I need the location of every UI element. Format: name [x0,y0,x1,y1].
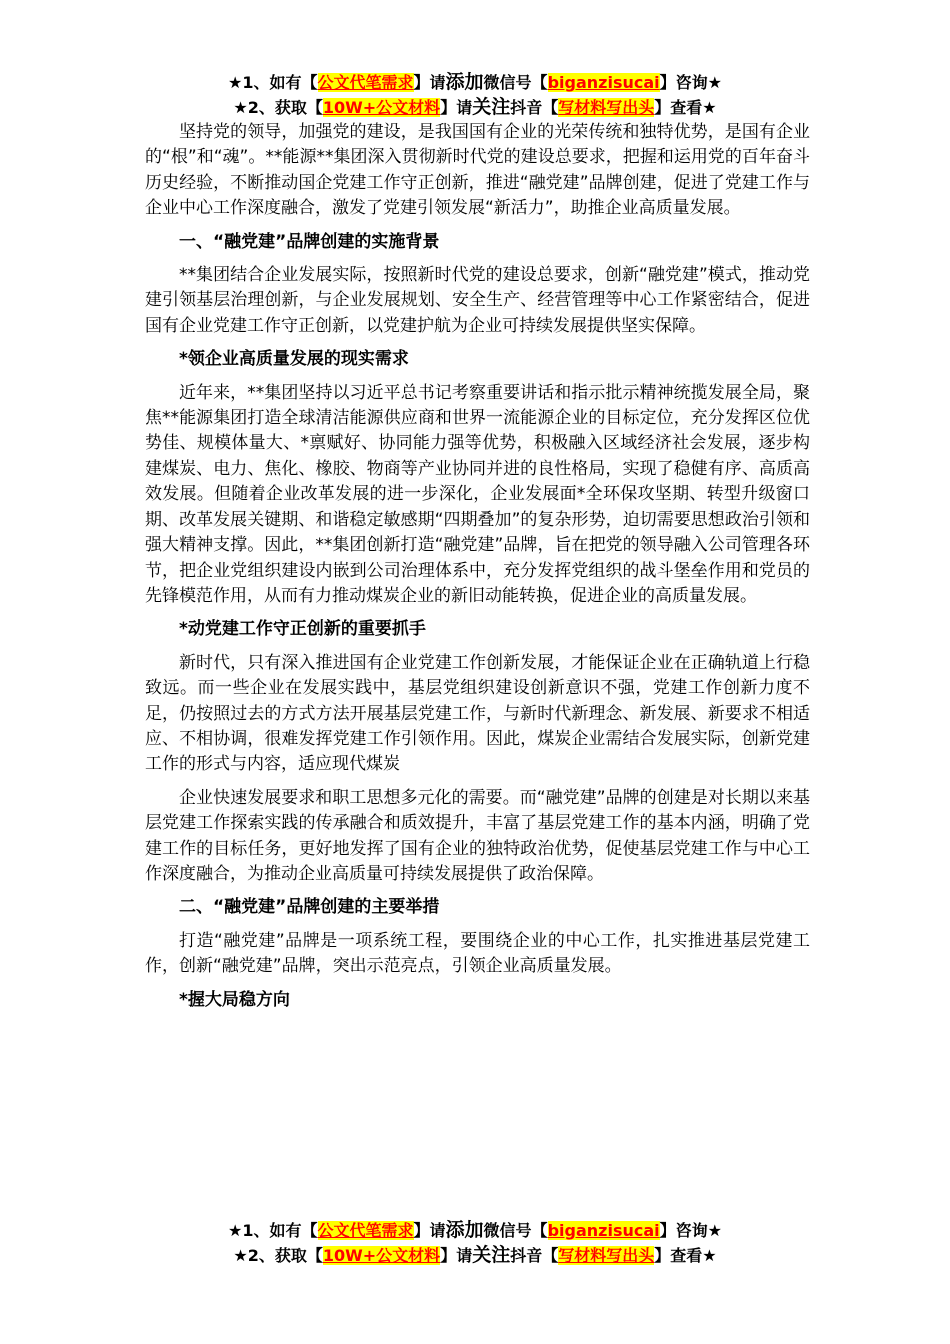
banner-text: 】请 [413,1221,446,1240]
banner-line-1 [0,1218,950,1243]
banner-text: 】请 [413,73,446,92]
section-heading-1: 一、“融党建”品牌创建的实施背景 [179,231,440,252]
banner-text: 微信号【 [483,1221,548,1240]
banner-highlight: 10W+公文材料 [322,1246,441,1265]
footer-banner [0,1218,950,1268]
banner-highlight: 10W+公文材料 [322,98,441,117]
banner-text: 抖音【 [510,1246,559,1265]
banner-text: 】请 [440,98,473,117]
banner-line-2 [0,95,950,120]
paragraph-5: 打造“融党建”品牌是一项系统工程，要围绕企业的中心工作，扎实推进基层党建工作，创新“融党建”品牌，突出示范亮点，引领企业高质量发展。 [145,930,810,977]
banner-text: 】请 [440,1246,473,1265]
subsection-heading-1: *领企业高质量发展的现实需求 [179,349,409,370]
banner-text: 】查看★ [654,1246,717,1265]
paragraph-1: **集团结合企业发展实际，按照新时代党的建设总要求，创新“融党建”模式，推动党建引领基层治理创新，与企业发展规划、安全生产、经营管理等中心工作紧密结合，促进国有企业党建工作守正创新，以党建护航为企业可持续发展提供坚实保障。 [145,265,810,336]
paragraph-4: 企业快速发展要求和职工思想多元化的需要。而“融党建”品牌的创建是对长期以来基层党建工作探索实践的传承融合和质效提升，丰富了基层党建工作的基本内涵，明确了党建工作的目标任务，更好地发挥了国有企业的独特政治优势，促使基层党建工作与中心工作深度融合，为推动企业高质量可持续发展提供了政治保障。 [145,787,810,884]
banner-text: ★1、如有【 [228,73,318,92]
banner-wechat-id: biganzisucai [547,73,660,92]
banner-text: 微信号【 [483,73,548,92]
banner-highlight: 公文代笔需求 [317,1221,414,1240]
subsection-heading-2: *动党建工作守正创新的重要抓手 [179,619,426,640]
banner-douyin-id: 写材料写出头 [558,98,655,117]
banner-wechat-id: biganzisucai [547,1221,660,1240]
banner-text: 】查看★ [654,98,717,117]
paragraph-3: 新时代，只有深入推进国有企业党建工作创新发展，才能保证企业在正确轨道上行稳致远。而一些企业在发展实践中，基层党组织建设创新意识不强，党建工作创新力度不足，仍按照过去的方式方法开展基层党建工作，与新时代新理念、新发展、新要求不相适应、不相协调，很难发挥党建工作引领作用。因此，煤炭企业需结合发展实际，创新党建工作的形式与内容，适应现代煤炭 [145,652,810,775]
banner-highlight: 公文代笔需求 [317,73,414,92]
banner-emphasis: 关注 [472,1244,511,1266]
banner-text: 】咨询★ [659,73,722,92]
header-banner [0,70,950,120]
banner-text: ★2、获取【 [233,1246,323,1265]
banner-emphasis: 添加 [445,71,484,93]
banner-text: ★2、获取【 [233,98,323,117]
document-body [145,120,810,1021]
paragraph-2: 近年来，**集团坚持以习近平总书记考察重要讲话和指示批示精神统揽发展全局，聚焦**能源集团打造全球清洁能源供应商和世界一流能源企业的目标定位，充分发挥区位优势佳、规模体量大、*禀赋好、协同能力强等优势，积极融入区域经济社会发展，逐步构建煤炭、电力、焦化、橡胶、物商等产业协同并进的良性格局，实现了稳健有序、高质高效发展。但随着企业改革发展的进一步深化，企业发展面*全环保攻坚期、转型升级窗口期、改革发展关键期、和谐稳定敏感期“四期叠加”的复杂形势，迫切需要思想政治引领和强大精神支撑。因此，**集团创新打造“融党建”品牌，旨在把党的领导融入公司管理各环节，把企业党组织建设内嵌到公司治理体系中，充分发挥党组织的战斗堡垒作用和党员的先锋模范作用，从而有力推动煤炭企业的新旧动能转换，促进企业的高质量发展。 [145,382,810,606]
banner-text: 】咨询★ [659,1221,722,1240]
banner-text: ★1、如有【 [228,1221,318,1240]
banner-text: 抖音【 [510,98,559,117]
section-heading-2: 二、“融党建”品牌创建的主要举措 [179,897,440,918]
banner-emphasis: 关注 [472,96,511,118]
paragraph-gap [145,778,810,786]
subsection-heading-3: *握大局稳方向 [179,989,290,1010]
banner-douyin-id: 写材料写出头 [558,1246,655,1265]
banner-emphasis: 添加 [445,1219,484,1241]
banner-line-2 [0,1243,950,1268]
banner-line-1 [0,70,950,95]
intro-paragraph: 坚持党的领导，加强党的建设，是我国国有企业的光荣传统和独特优势，是国有企业的“根”和“魂”。**能源**集团深入贯彻新时代党的建设总要求，把握和运用党的百年奋斗历史经验，不断推动国企党建工作守正创新，推进“融党建”品牌创建，促进了党建工作与企业中心工作深度融合，激发了党建引领发展“新活力”，助推企业高质量发展。 [145,122,810,219]
